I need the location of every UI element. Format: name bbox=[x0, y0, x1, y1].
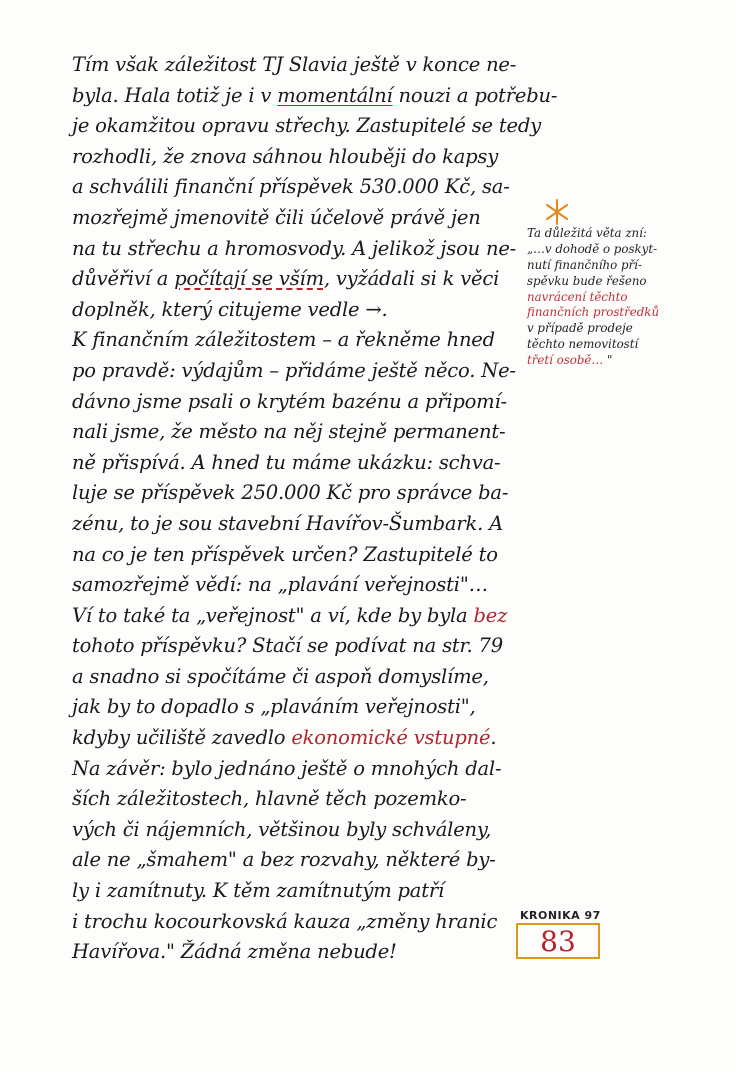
main-text-text: bez bbox=[473, 603, 508, 627]
main-text-text: zénu, to je sou stavební Havířov-Šumbark. A bbox=[72, 511, 503, 535]
main-text-line bbox=[72, 937, 522, 968]
main-text-line bbox=[72, 601, 522, 632]
main-text-text: nouzi a potřebu- bbox=[392, 83, 558, 107]
main-text-text: po pravdě: výdajům – přidáme ještě něco. Ne- bbox=[72, 358, 516, 382]
main-text-text: samozřejmě vědí: na „plavání veřejnosti"… bbox=[72, 573, 488, 597]
main-text-text: Na závěr: bylo jednáno ještě o mnohých dal- bbox=[72, 756, 502, 780]
main-text-text: vých či nájemních, většinou byly schváleny, bbox=[72, 817, 492, 841]
main-text-line bbox=[72, 142, 522, 173]
main-text-line bbox=[72, 784, 522, 815]
page-number-box bbox=[516, 923, 600, 959]
main-text-text: Havířova." Žádná změna nebude! bbox=[72, 940, 397, 964]
side-note-text: " bbox=[603, 353, 613, 368]
main-text-text: ně přispívá. A hned tu máme ukázku: schva- bbox=[72, 450, 501, 474]
main-text-line bbox=[72, 540, 522, 571]
main-text-text: na co je ten příspěvek určen? Zastupitelé to bbox=[72, 542, 498, 566]
main-text-text: na tu střechu a hromosvody. A jelikož jsou ne- bbox=[72, 236, 517, 260]
main-text-line bbox=[72, 478, 522, 509]
main-text-text: je okamžitou opravu střechy. Zastupitelé se tedy bbox=[72, 114, 541, 138]
main-text-line bbox=[72, 662, 522, 693]
side-note-line bbox=[527, 321, 712, 337]
main-text-text: důvěřiví a bbox=[72, 267, 175, 291]
side-note-text: „…v dohodě o poskyt- bbox=[527, 241, 658, 256]
main-text-line bbox=[72, 876, 522, 907]
main-text-line bbox=[72, 754, 522, 785]
main-text-text: K finančním záležitostem – a řekněme hned bbox=[72, 328, 495, 352]
side-note-line bbox=[527, 242, 712, 258]
main-text-line bbox=[72, 417, 522, 448]
asterisk-icon bbox=[541, 196, 573, 228]
side-note-text: třetí osobě… bbox=[527, 353, 604, 368]
side-note-text: finančních prostředků bbox=[527, 305, 660, 320]
main-text-text: , vyžádali si k věci bbox=[323, 267, 500, 291]
side-note-line bbox=[527, 353, 712, 369]
main-text-text: ších záležitostech, hlavně těch pozemko- bbox=[72, 787, 467, 811]
main-text-text: doplněk, který citujeme vedle →. bbox=[72, 297, 388, 321]
side-note-text: nutí finančního pří- bbox=[527, 257, 642, 272]
main-text-line bbox=[72, 50, 522, 81]
main-text-line bbox=[72, 815, 522, 846]
side-note-text: těchto nemovitostí bbox=[527, 337, 639, 352]
main-text-text: Tím však záležitost TJ Slavia ještě v konce ne- bbox=[72, 53, 517, 76]
main-text-text: momentální bbox=[277, 83, 393, 107]
side-note-line bbox=[527, 337, 712, 353]
main-text-text: kdyby učiliště zavedlo bbox=[72, 726, 292, 750]
chronicle-label: KRONIKA 97 bbox=[520, 909, 601, 922]
main-text-text: rozhodli, že znova sáhnou hlouběji do kapsy bbox=[72, 144, 499, 168]
main-text-line bbox=[72, 907, 522, 938]
main-text-text: byla. Hala totiž je i v bbox=[72, 83, 278, 107]
main-text-text: luje se příspěvek 250.000 Kč pro správce ba- bbox=[72, 481, 509, 505]
main-text-text: ly i zamítnuty. K těm zamítnutým patří bbox=[72, 879, 444, 903]
side-note-line bbox=[527, 258, 712, 274]
page-number: 83 bbox=[540, 924, 576, 958]
main-text-text: . bbox=[490, 726, 497, 750]
main-text-line bbox=[72, 203, 522, 234]
side-note-line bbox=[527, 274, 712, 290]
main-text-text: Ví to také ta „veřejnost" a ví, kde by byla bbox=[72, 603, 474, 627]
side-note-text: spěvku bude řešeno bbox=[527, 273, 647, 288]
main-text-text: nali jsme, že město na něj stejně permanent- bbox=[72, 420, 506, 444]
main-text-text: ale ne „šmahem" a bez rozvahy, některé by- bbox=[72, 848, 496, 872]
main-text-line bbox=[72, 448, 522, 479]
main-text-line bbox=[72, 356, 522, 387]
side-note-quote bbox=[527, 226, 712, 369]
side-note-text: navrácení těchto bbox=[527, 289, 628, 304]
main-text-line bbox=[72, 570, 522, 601]
main-text-line bbox=[72, 845, 522, 876]
main-text-line bbox=[72, 234, 522, 265]
main-text-line bbox=[72, 631, 522, 662]
main-text-text: mozřejmě jmenovitě čili účelově právě jen bbox=[72, 205, 481, 229]
main-text-text: počítají se vším bbox=[174, 267, 324, 291]
main-text-text: i trochu kocourkovská kauza „změny hranic bbox=[72, 909, 498, 933]
main-text-line bbox=[72, 111, 541, 142]
main-text-line bbox=[72, 81, 558, 112]
main-text-line bbox=[72, 264, 522, 295]
main-text-text: dávno jsme psali o krytém bazénu a připomí- bbox=[72, 389, 507, 413]
side-note-text: v případě prodeje bbox=[527, 321, 633, 336]
main-text-line bbox=[72, 387, 522, 418]
main-text-text: ekonomické vstupné bbox=[291, 726, 491, 750]
side-note-text: Ta důležitá věta zní: bbox=[527, 226, 647, 240]
side-note-line bbox=[527, 226, 712, 242]
main-text-line bbox=[72, 723, 522, 754]
main-text-text: a schválili finanční příspěvek 530.000 Kč, sa- bbox=[72, 175, 510, 199]
main-text-text: tohoto příspěvku? Stačí se podívat na str. 79 bbox=[72, 634, 503, 658]
main-text-text: a snadno si spočítáme či aspoň domyslíme, bbox=[72, 664, 489, 688]
side-note-line bbox=[527, 305, 712, 321]
main-text-line bbox=[72, 692, 522, 723]
main-text-line bbox=[72, 172, 522, 203]
main-text-line bbox=[72, 325, 522, 356]
side-note-line bbox=[527, 290, 712, 306]
main-text-line bbox=[72, 295, 522, 326]
main-text-line bbox=[72, 509, 522, 540]
main-text-text: jak by to dopadlo s „plaváním veřejnosti", bbox=[72, 695, 476, 719]
